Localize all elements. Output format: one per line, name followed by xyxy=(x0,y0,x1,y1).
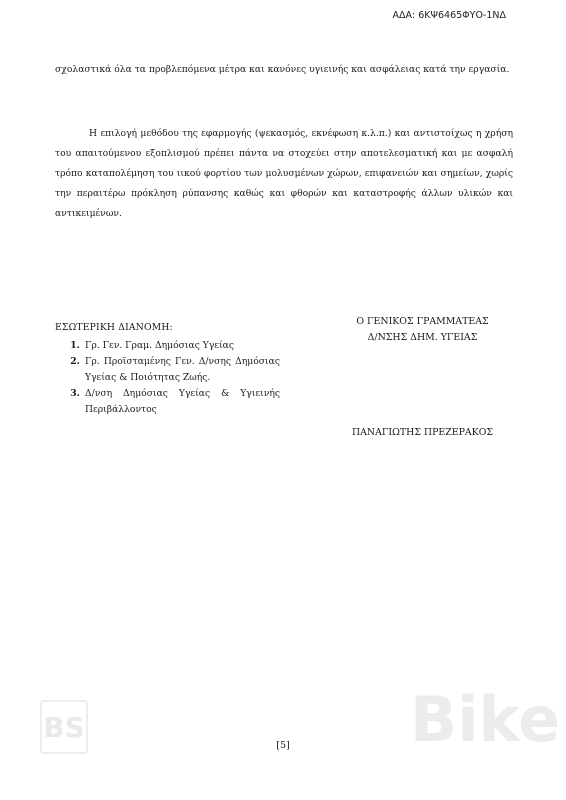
internal-distribution xyxy=(55,320,280,418)
distribution-item: 3. Δ/νση Δημόσιας Υγείας & Υγιεινής Περιβάλλοντος xyxy=(83,386,280,418)
distribution-item: 1. Γρ. Γεν. Γραμ. Δημόσιας Υγείας xyxy=(83,338,280,354)
signature-title-line-2: Δ/ΝΣΗΣ ΔΗΜ. ΥΓΕΙΑΣ xyxy=(367,332,478,343)
signature-title-line-1: Ο ΓΕΝΙΚΟΣ ΓΡΑΜΜΑΤΕΑΣ xyxy=(356,316,489,327)
signatory-name: ΠΑΝΑΓΙΩΤΗΣ ΠΡΕΖΕΡΑΚΟΣ xyxy=(351,427,494,438)
page-number: [5] xyxy=(276,740,290,751)
distribution-list xyxy=(55,338,280,418)
bs-watermark-logo: BS xyxy=(40,700,88,754)
distribution-item: 2. Γρ. Προϊσταμένης Γεν. Δ/νσης Δημόσιας Υγείας & Ποιότητας Ζωής. xyxy=(83,354,280,386)
paragraph-1: σχολαστικά όλα τα προβλεπόμενα μέτρα και κανόνες υγιεινής και ασφάλειας κατά την εργασία. xyxy=(55,64,510,75)
paragraph-2: Η επιλογή μεθόδου της εφαρμογής (ψεκασμός, εκνέφωση κ.λ.π.) και αντιστοίχως η χρήση του απαιτούμενου εξοπλισμού πρέπει πάντα να στοχεύει στην αποτελεσματική και με ασφαλή τρόπο καταπολέμηση του ιικού φορτίου των μολυσμένων χώρων, επιφανειών και σημείων, χωρίς την περαιτέρω πρόκληση ρύπανσης καθώς και φθορών και καταστροφής άλλων υλικών και αντικειμένων. xyxy=(55,128,513,219)
bike-watermark-logo: Bike xyxy=(410,683,561,756)
signature-block xyxy=(330,314,515,346)
distribution-title: ΕΣΩΤΕΡΙΚΗ ΔΙΑΝΟΜΗ: xyxy=(55,322,173,333)
ada-code: ΑΔΑ: 6ΚΨ6465ΦΥΟ-1ΝΔ xyxy=(392,10,506,21)
